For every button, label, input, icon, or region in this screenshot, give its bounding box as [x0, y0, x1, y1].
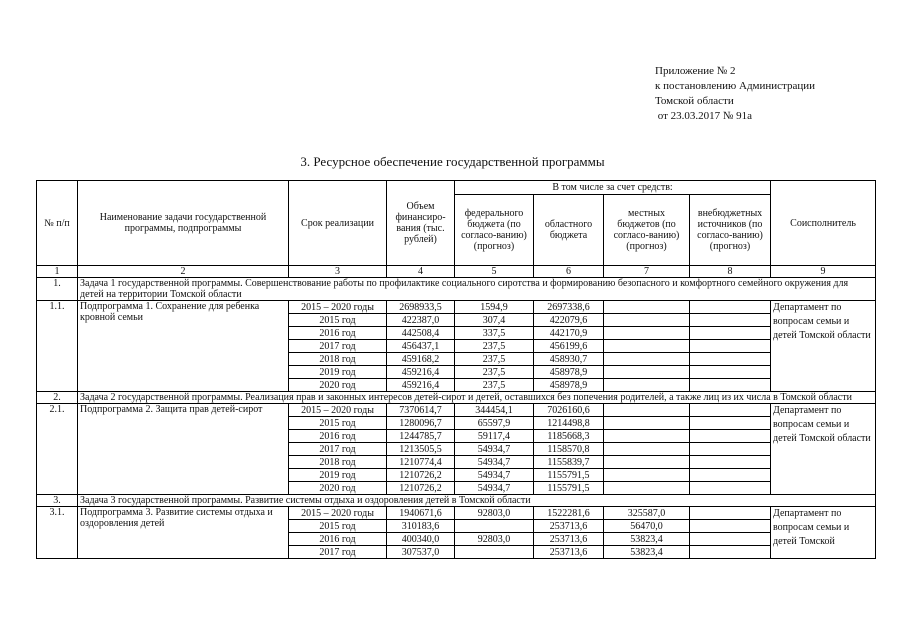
volume-cell: 307537,0: [387, 546, 455, 559]
federal-cell: 92803,0: [455, 507, 534, 520]
period-cell: 2020 год: [289, 379, 387, 392]
col-number: 2: [78, 266, 289, 278]
federal-cell: 54934,7: [455, 482, 534, 495]
task-description: Задача 3 государственной программы. Развитие системы отдыха и оздоровления детей в Томской области: [78, 495, 876, 507]
period-cell: 2015 год: [289, 520, 387, 533]
volume-cell: 310183,6: [387, 520, 455, 533]
task-description: Задача 2 государственной программы. Реализация прав и законных интересов детей-сирот и детей, оставшихся без попечения родителей, а также лиц из их числа в Томской области: [78, 392, 876, 404]
local-cell: [604, 379, 690, 392]
regional-cell: 253713,6: [534, 520, 604, 533]
regional-cell: 1185668,3: [534, 430, 604, 443]
period-cell: 2015 – 2020 годы: [289, 404, 387, 417]
volume-cell: 7370614,7: [387, 404, 455, 417]
local-cell: [604, 340, 690, 353]
regional-cell: 1155839,7: [534, 456, 604, 469]
volume-cell: 1210726,2: [387, 482, 455, 495]
regional-cell: 458978,9: [534, 379, 604, 392]
extra-cell: [690, 443, 771, 456]
regional-cell: 253713,6: [534, 546, 604, 559]
period-cell: 2020 год: [289, 482, 387, 495]
extra-cell: [690, 366, 771, 379]
volume-cell: 422387,0: [387, 314, 455, 327]
regional-cell: 1155791,5: [534, 482, 604, 495]
executor-cell: Департамент по вопросам семьи и детей Томской области: [771, 404, 876, 495]
regional-cell: 1214498,8: [534, 417, 604, 430]
regional-cell: 253713,6: [534, 533, 604, 546]
local-cell: [604, 327, 690, 340]
volume-cell: 400340,0: [387, 533, 455, 546]
local-cell: 53823,4: [604, 546, 690, 559]
local-cell: [604, 456, 690, 469]
task-row: [37, 392, 876, 404]
col-number: 5: [455, 266, 534, 278]
header-volume: Объем финансиро-вания (тыс. рублей): [387, 181, 455, 266]
col-number: 7: [604, 266, 690, 278]
federal-cell: 92803,0: [455, 533, 534, 546]
volume-cell: 1210774,4: [387, 456, 455, 469]
task-number: 3.: [37, 495, 78, 507]
volume-cell: 459216,4: [387, 379, 455, 392]
table-body: [37, 278, 876, 559]
col-number: 9: [771, 266, 876, 278]
local-cell: [604, 353, 690, 366]
federal-cell: [455, 546, 534, 559]
period-cell: 2017 год: [289, 340, 387, 353]
appendix-line: от 23.03.2017 № 91а: [655, 110, 753, 122]
extra-cell: [690, 327, 771, 340]
col-number: 3: [289, 266, 387, 278]
header-executor: Соисполнитель: [771, 181, 876, 266]
header-period: Срок реализации: [289, 181, 387, 266]
period-cell: 2017 год: [289, 546, 387, 559]
federal-cell: 237,5: [455, 366, 534, 379]
period-cell: 2015 год: [289, 314, 387, 327]
volume-cell: 1244785,7: [387, 430, 455, 443]
volume-cell: 1280096,7: [387, 417, 455, 430]
local-cell: [604, 469, 690, 482]
extra-cell: [690, 430, 771, 443]
regional-cell: 1158570,8: [534, 443, 604, 456]
volume-cell: 456437,1: [387, 340, 455, 353]
col-number: 1: [37, 266, 78, 278]
volume-cell: 1213505,5: [387, 443, 455, 456]
period-cell: 2018 год: [289, 353, 387, 366]
subprogram-name: Подпрограмма 1. Сохранение для ребенка кровной семьи: [78, 301, 289, 392]
executor-cell: Департамент по вопросам семьи и детей Томской области: [771, 301, 876, 392]
col-number: 8: [690, 266, 771, 278]
regional-cell: 2697338,6: [534, 301, 604, 314]
federal-cell: 1594,9: [455, 301, 534, 314]
appendix-line: Приложение № 2: [655, 65, 736, 77]
volume-cell: 459168,2: [387, 353, 455, 366]
extra-cell: [690, 404, 771, 417]
local-cell: [604, 301, 690, 314]
subprogram-number: 1.1.: [37, 301, 78, 392]
subprogram-number: 3.1.: [37, 507, 78, 559]
regional-cell: 1522281,6: [534, 507, 604, 520]
task-number: 1.: [37, 278, 78, 301]
local-cell: [604, 366, 690, 379]
period-cell: 2016 год: [289, 327, 387, 340]
period-cell: 2019 год: [289, 366, 387, 379]
appendix-block: [655, 64, 815, 124]
federal-cell: 237,5: [455, 353, 534, 366]
period-cell: 2016 год: [289, 430, 387, 443]
extra-cell: [690, 456, 771, 469]
local-cell: 56470,0: [604, 520, 690, 533]
col-number: 4: [387, 266, 455, 278]
volume-cell: 442508,4: [387, 327, 455, 340]
subprogram-name: Подпрограмма 2. Защита прав детей-сирот: [78, 404, 289, 495]
period-cell: 2015 год: [289, 417, 387, 430]
period-cell: 2017 год: [289, 443, 387, 456]
appendix-line: Томской области: [655, 95, 734, 107]
federal-cell: 337,5: [455, 327, 534, 340]
task-row: [37, 495, 876, 507]
regional-cell: 456199,6: [534, 340, 604, 353]
volume-cell: 459216,4: [387, 366, 455, 379]
local-cell: 325587,0: [604, 507, 690, 520]
header-extra: внебюджетных источников (по согласо-ванию) (прогноз): [690, 195, 771, 266]
local-cell: [604, 404, 690, 417]
period-cell: 2015 – 2020 годы: [289, 301, 387, 314]
task-description: Задача 1 государственной программы. Совершенствование работы по профилактике социального сиротства и формированию безопасного и комфортного семейного окружения для детей на территории Томской области: [78, 278, 876, 301]
period-cell: 2016 год: [289, 533, 387, 546]
header-federal: федерального бюджета (по согласо-ванию) (прогноз): [455, 195, 534, 266]
volume-cell: 2698933,5: [387, 301, 455, 314]
header-name: Наименование задачи государственной программы, подпрограммы: [78, 181, 289, 266]
extra-cell: [690, 340, 771, 353]
extra-cell: [690, 353, 771, 366]
period-cell: 2018 год: [289, 456, 387, 469]
local-cell: [604, 417, 690, 430]
extra-cell: [690, 507, 771, 520]
task-number: 2.: [37, 392, 78, 404]
regional-cell: 422079,6: [534, 314, 604, 327]
regional-cell: 7026160,6: [534, 404, 604, 417]
federal-cell: 237,5: [455, 340, 534, 353]
header-including: В том числе за счет средств:: [455, 181, 771, 195]
extra-cell: [690, 482, 771, 495]
federal-cell: 54934,7: [455, 443, 534, 456]
resource-table: [36, 180, 876, 559]
local-cell: 53823,4: [604, 533, 690, 546]
extra-cell: [690, 417, 771, 430]
table-row: [37, 301, 876, 314]
extra-cell: [690, 301, 771, 314]
extra-cell: [690, 469, 771, 482]
regional-cell: 1155791,5: [534, 469, 604, 482]
col-number: 6: [534, 266, 604, 278]
table-row: [37, 507, 876, 520]
federal-cell: 59117,4: [455, 430, 534, 443]
table-row: [37, 404, 876, 417]
volume-cell: 1210726,2: [387, 469, 455, 482]
federal-cell: [455, 520, 534, 533]
header-num: № п/п: [37, 181, 78, 266]
executor-cell: Департамент по вопросам семьи и детей Томской: [771, 507, 876, 559]
regional-cell: 458930,7: [534, 353, 604, 366]
federal-cell: 54934,7: [455, 469, 534, 482]
federal-cell: 344454,1: [455, 404, 534, 417]
extra-cell: [690, 520, 771, 533]
extra-cell: [690, 379, 771, 392]
volume-cell: 1940671,6: [387, 507, 455, 520]
local-cell: [604, 430, 690, 443]
header-regional: областного бюджета: [534, 195, 604, 266]
header-local: местных бюджетов (по согласо-ванию) (прогноз): [604, 195, 690, 266]
local-cell: [604, 443, 690, 456]
period-cell: 2015 – 2020 годы: [289, 507, 387, 520]
federal-cell: 65597,9: [455, 417, 534, 430]
period-cell: 2019 год: [289, 469, 387, 482]
regional-cell: 442170,9: [534, 327, 604, 340]
extra-cell: [690, 546, 771, 559]
local-cell: [604, 482, 690, 495]
extra-cell: [690, 314, 771, 327]
regional-cell: 458978,9: [534, 366, 604, 379]
federal-cell: 307,4: [455, 314, 534, 327]
subprogram-number: 2.1.: [37, 404, 78, 495]
federal-cell: 237,5: [455, 379, 534, 392]
document-title: 3. Ресурсное обеспечение государственной программы: [300, 154, 605, 169]
appendix-line: к постановлению Администрации: [655, 80, 816, 92]
extra-cell: [690, 533, 771, 546]
local-cell: [604, 314, 690, 327]
subprogram-name: Подпрограмма 3. Развитие системы отдыха и оздоровления детей: [78, 507, 289, 559]
federal-cell: 54934,7: [455, 456, 534, 469]
task-row: [37, 278, 876, 301]
